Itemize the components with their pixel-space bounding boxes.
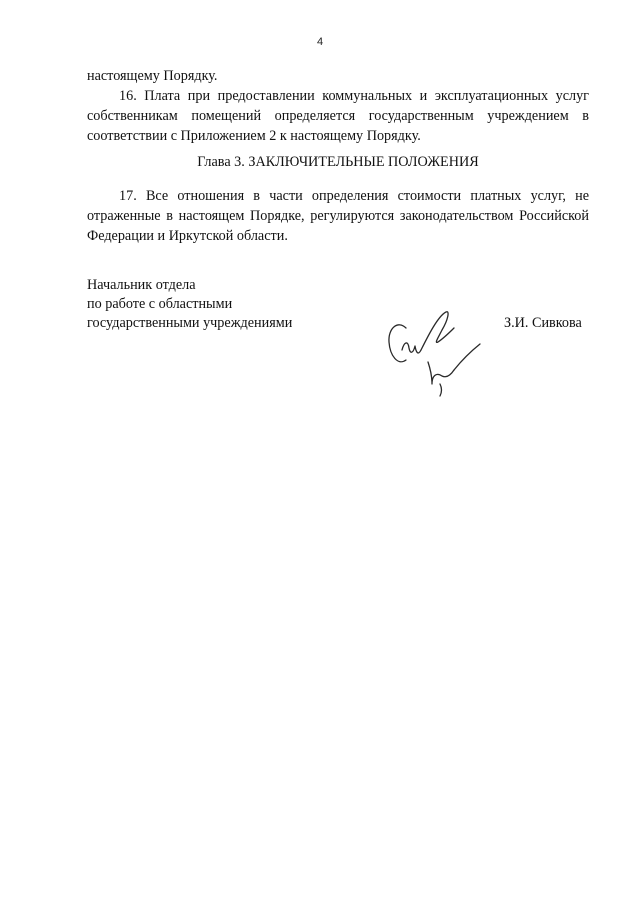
- continuation-text: настоящему Порядку.: [87, 68, 218, 84]
- signatory-title-line-2: по работе с областными: [87, 296, 233, 312]
- signatory-name: З.И. Сивкова: [504, 315, 582, 331]
- signatory-title-line-3: государственными учреждениями: [87, 315, 293, 331]
- paragraph-17: 17. Все отношения в части определения стоимости платных услуг, не отраженные в настоящем Порядке, регулируются законодательством Российской Федерации и Иркутской области.: [87, 188, 589, 244]
- paragraph-16: 16. Плата при предоставлении коммунальных и эксплуатационных услуг собственникам помещений определяется государственным учреждением в соответствии с Приложением 2 к настоящему Порядку.: [87, 88, 589, 144]
- page-number: 4: [316, 36, 324, 48]
- handwritten-signature: [384, 306, 494, 398]
- signatory-title-line-1: Начальник отдела: [87, 277, 196, 293]
- signatory-title: [87, 276, 347, 333]
- chapter-heading: Глава 3. ЗАКЛЮЧИТЕЛЬНЫЕ ПОЛОЖЕНИЯ: [197, 154, 479, 170]
